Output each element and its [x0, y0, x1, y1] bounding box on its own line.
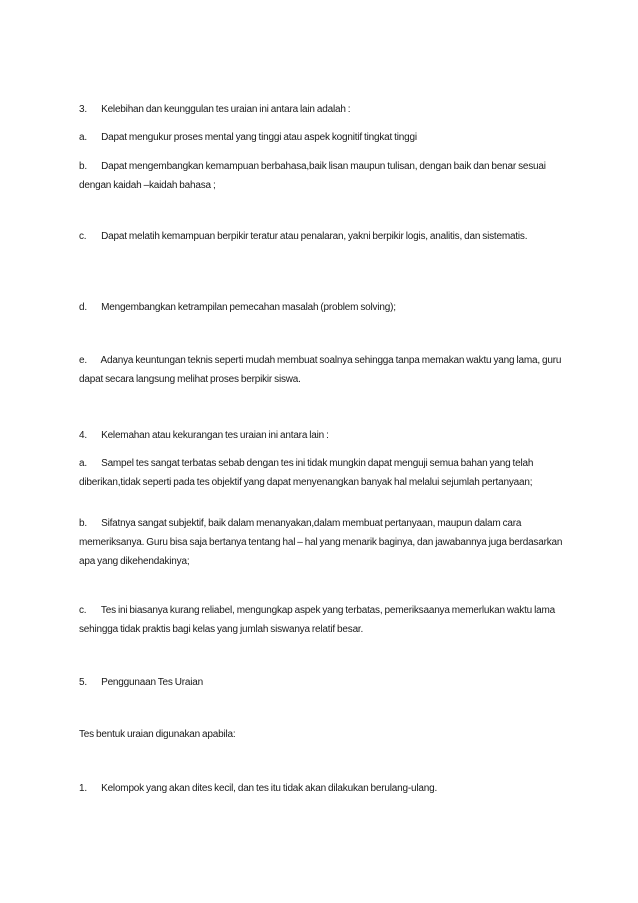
paragraph-advantage-b [79, 157, 569, 195]
paragraph-label: b. [79, 161, 87, 172]
paragraph-weakness-a [79, 454, 569, 492]
paragraph-5-heading [79, 673, 569, 692]
paragraph-text: Sifatnya sangat subjektif, baik dalam menanyakan,dalam membuat pertanyaan, maupun dalam cara memeriksanya. Guru bisa saja bertanya tentang hal – hal yang menarik baginya, dan jawabannya juga berdasarkan apa yang dikehendakinya; [79, 518, 563, 567]
paragraph-label: 4. [79, 430, 87, 441]
paragraph-text: Dapat mengukur proses mental yang tinggi atau aspek kognitif tingkat tinggi [101, 132, 417, 143]
paragraph-label: 1. [79, 783, 87, 794]
paragraph-text: Kelemahan atau kekurangan tes uraian ini antara lain : [101, 430, 329, 441]
paragraph-text: Dapat mengembangkan kemampuan berbahasa,baik lisan maupun tulisan, dengan baik dan benar sesuai dengan kaidah –kaidah bahasa ; [79, 161, 546, 191]
paragraph-text: Penggunaan Tes Uraian [101, 677, 204, 688]
paragraph-text: Sampel tes sangat terbatas sebab dengan tes ini tidak mungkin dapat menguji semua bahan yang telah diberikan,tidak seperti pada tes objektif yang dapat menyenangkan banyak hal melalui sejumlah pertanyaan; [79, 458, 534, 488]
paragraph-label: c. [79, 605, 87, 616]
paragraph-label: e. [79, 355, 87, 366]
paragraph-text: Kelompok yang akan dites kecil, dan tes itu tidak akan dilakukan berulang-ulang. [101, 783, 438, 794]
paragraph-4-heading [79, 426, 569, 445]
paragraph-text: Kelebihan dan keunggulan tes uraian ini antara lain adalah : [101, 104, 351, 115]
paragraph-label: 5. [79, 677, 87, 688]
paragraph-advantage-e [79, 351, 569, 389]
paragraph-text: Mengembangkan ketrampilan pemecahan masalah (problem solving); [101, 302, 396, 313]
paragraph-label: a. [79, 458, 87, 469]
paragraph-label: a. [79, 132, 87, 143]
paragraph-weakness-b [79, 514, 569, 571]
paragraph-label: b. [79, 518, 87, 529]
paragraph-usage-1 [79, 779, 569, 798]
paragraph-weakness-c [79, 601, 569, 639]
paragraph-label: d. [79, 302, 87, 313]
paragraph-text: Tes bentuk uraian digunakan apabila: [79, 729, 236, 740]
paragraph-advantage-a [79, 128, 569, 147]
paragraph-3-heading [79, 100, 569, 119]
paragraph-advantage-d [79, 298, 569, 317]
paragraph-usage-intro [79, 725, 569, 744]
paragraph-label: 3. [79, 104, 87, 115]
paragraph-advantage-c [79, 227, 569, 246]
paragraph-text: Adanya keuntungan teknis seperti mudah membuat soalnya sehingga tanpa memakan waktu yang lama, guru dapat secara langsung melihat proses berpikir siswa. [79, 355, 562, 385]
paragraph-text: Tes ini biasanya kurang reliabel, mengungkap aspek yang terbatas, pemeriksaanya memerlukan waktu lama sehingga tidak praktis bagi kelas yang jumlah siswanya relatif besar. [79, 605, 555, 635]
paragraph-text: Dapat melatih kemampuan berpikir teratur atau penalaran, yakni berpikir logis, analitis, dan sistematis. [101, 231, 528, 242]
paragraph-label: c. [79, 231, 87, 242]
